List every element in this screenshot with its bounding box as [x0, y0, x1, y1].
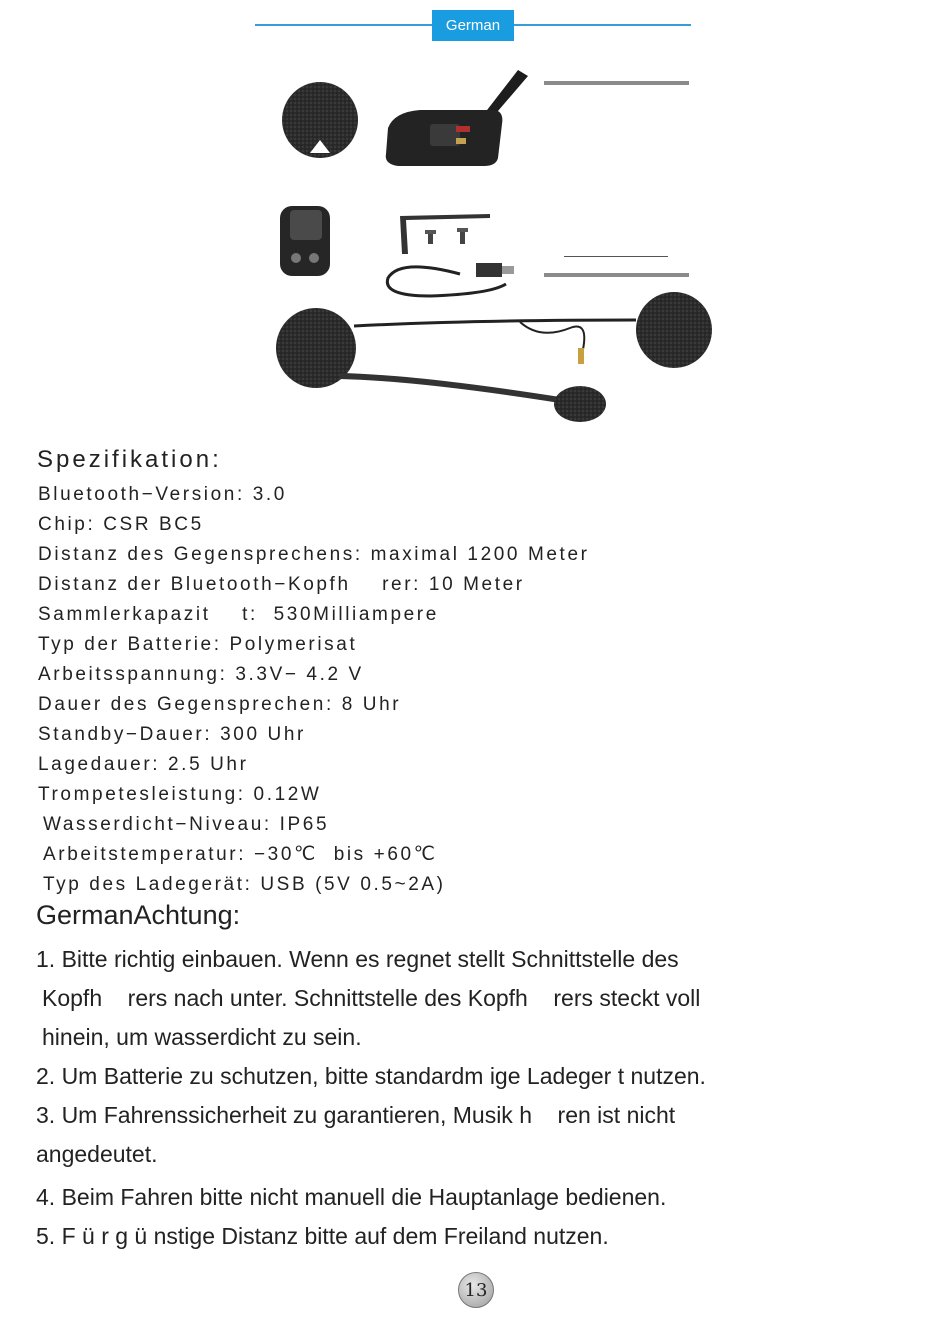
spec-item: Chip: CSR BC5 — [38, 514, 204, 535]
decor-bar-bottom — [544, 273, 689, 277]
notice-line: Kopfh rers nach unter. Schnittstelle des Kopfh rers steckt voll — [42, 985, 701, 1011]
notice-line: 2. Um Batterie zu schutzen, bitte standardm ige Ladeger t nutzen. — [36, 1063, 706, 1089]
notice-line: 1. Bitte richtig einbauen. Wenn es regnet stellt Schnittstelle des — [36, 946, 679, 972]
spec-item: Wasserdicht−Niveau: IP65 — [43, 814, 330, 835]
page-number: 13 — [458, 1272, 494, 1308]
notice-line: angedeutet. — [36, 1141, 158, 1167]
product-package-photo — [270, 58, 720, 430]
spec-item: Standby−Dauer: 300 Uhr — [38, 724, 306, 745]
spec-item: Distanz der Bluetooth−Kopfh rer: 10 Meter — [38, 574, 525, 595]
notice-line: 3. Um Fahrenssicherheit zu garantieren, Musik h ren ist nicht — [36, 1102, 676, 1128]
header-rule-left — [255, 24, 432, 26]
header-rule-right — [514, 24, 691, 26]
notice-line: 4. Beim Fahren bitte nicht manuell die Hauptanlage bedienen. — [36, 1184, 667, 1210]
notice-line: hinein, um wasserdicht zu sein. — [42, 1024, 362, 1050]
spec-item: Dauer des Gegensprechen: 8 Uhr — [38, 694, 402, 715]
hex-key-screws-icon — [400, 214, 490, 254]
spec-item: Typ des Ladegerät: USB (5V 0.5~2A) — [43, 874, 446, 895]
spec-item: Sammlerkapazit t: 530Milliampere — [38, 604, 439, 625]
spec-item: Bluetooth−Version: 3.0 — [38, 484, 287, 505]
decor-bar-top — [544, 81, 689, 85]
boom-microphone-icon — [340, 376, 606, 422]
language-badge: German — [432, 10, 514, 41]
spec-item: Trompetesleistung: 0.12W — [38, 784, 322, 805]
spec-item: Arbeitsspannung: 3.3V− 4.2 V — [38, 664, 364, 685]
intercom-unit-icon — [386, 70, 528, 166]
spec-list — [38, 480, 590, 900]
spec-item: Lagedauer: 2.5 Uhr — [38, 754, 249, 775]
helmet-clamp-icon — [280, 206, 330, 276]
spec-title: Spezifikation: — [37, 446, 222, 473]
notice-list — [36, 940, 836, 1256]
spec-item: Distanz des Gegensprechens: maximal 1200 Meter — [38, 544, 590, 565]
decor-thin-line — [564, 256, 668, 257]
notice-title: GermanAchtung: — [36, 900, 241, 930]
spec-item: Typ der Batterie: Polymerisat — [38, 634, 358, 655]
notice-line: 5. F ü r g ü nstige Distanz bitte auf dem Freiland nutzen. — [36, 1223, 609, 1249]
usb-cable-icon — [387, 263, 514, 296]
foam-cover-icon — [282, 82, 358, 158]
spec-item: Arbeitstemperatur: −30℃ bis +60℃ — [43, 844, 438, 865]
